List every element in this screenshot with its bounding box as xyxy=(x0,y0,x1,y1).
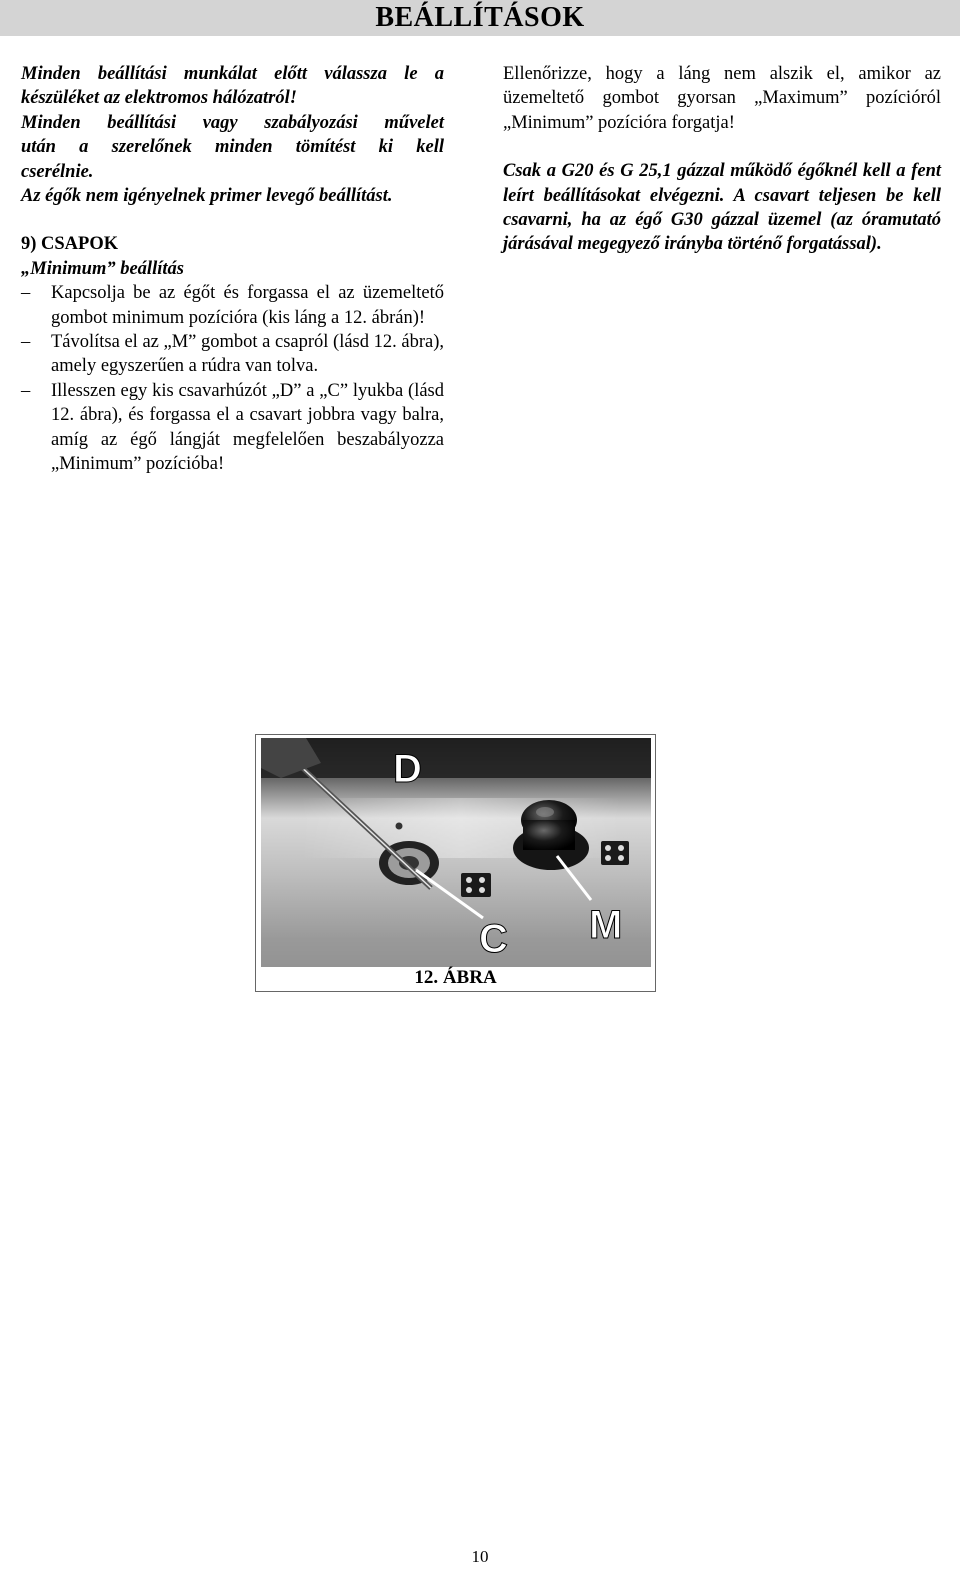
list-item-text: Kapcsolja be az égőt és forgassa el az üzemeltető gombot minimum pozícióra (kis láng a 12. ábrán)! xyxy=(51,283,444,328)
label-m: M xyxy=(589,903,623,947)
figure-photo xyxy=(261,738,651,967)
burner-dot xyxy=(618,855,624,861)
left-column xyxy=(21,62,444,477)
instruction-list xyxy=(21,281,444,476)
dash-bullet: – xyxy=(21,283,31,304)
page-number: 10 xyxy=(471,1547,489,1566)
burner-dot xyxy=(479,877,485,883)
dash-bullet: – xyxy=(21,332,31,353)
label-c: C xyxy=(479,917,508,961)
knob-body xyxy=(523,820,575,850)
safety-warning xyxy=(21,62,444,208)
tap-photo-illustration xyxy=(261,738,651,967)
page-title: BEÁLLÍTÁSOK xyxy=(375,2,585,33)
warning-line: készüléket az elektromos hálózatról! xyxy=(21,88,297,109)
check-paragraph: Ellenőrizze, hogy a láng nem alszik el, amikor az üzemeltető gombot gyorsan „Maximum” pozícióról „Minimum” pozícióra forgatja! xyxy=(503,64,941,133)
list-item-text: Távolítsa el az „M” gombot a csapról (lásd 12. ábra), amely egyszerűen a rúdra van tolva. xyxy=(51,332,444,377)
list-item xyxy=(21,281,444,330)
burner-dot xyxy=(479,887,485,893)
dash-bullet: – xyxy=(21,380,31,401)
section-title: 9) CSAPOK xyxy=(21,234,119,255)
burner-symbol-icon xyxy=(601,841,629,865)
figure-caption: 12. ÁBRA xyxy=(414,967,497,988)
warning-line: Minden beállítási munkálat előtt válassza le a xyxy=(21,64,444,84)
burner-dot xyxy=(466,887,472,893)
burner-dot xyxy=(466,877,472,883)
list-item xyxy=(21,379,444,477)
warning-line: Minden beállítási vagy szabályozási művelet xyxy=(21,112,444,133)
sub-title: „Minimum” beállítás xyxy=(21,258,184,279)
burner-dot xyxy=(618,845,624,851)
burner-dot xyxy=(605,855,611,861)
warning-line: cserélnie. xyxy=(21,161,94,182)
gas-warning: Csak a G20 és G 25,1 gázzal működő égőknél kell a fent leírt beállításokat elvégezni. A csavart teljesen be kell csavarni, ha az égő G30 gázzal üzemel (az óramutató járásával megegyező irányba történő forgatással). xyxy=(503,161,941,255)
warning-line: Az égők nem igényelnek primer levegő beállítást. xyxy=(21,186,393,207)
list-item-text: Illesszen egy kis csavarhúzót „D” a „C” lyukba (lásd 12. ábra), és forgassa el a csavart jobbra vagy balra, amíg az égő lángját megfelelően beszabályozza „Minimum” pozícióba! xyxy=(51,380,444,475)
right-column xyxy=(503,62,941,257)
burner-symbol-icon xyxy=(461,873,491,897)
burner-dot xyxy=(605,845,611,851)
pilot-indicator xyxy=(396,823,403,830)
list-item xyxy=(21,330,444,379)
label-d: D xyxy=(393,747,422,791)
warning-line: után a szerelőnek minden tömítést ki kell xyxy=(21,137,444,158)
knob-highlight xyxy=(536,807,554,817)
panel-shadow xyxy=(261,738,651,778)
